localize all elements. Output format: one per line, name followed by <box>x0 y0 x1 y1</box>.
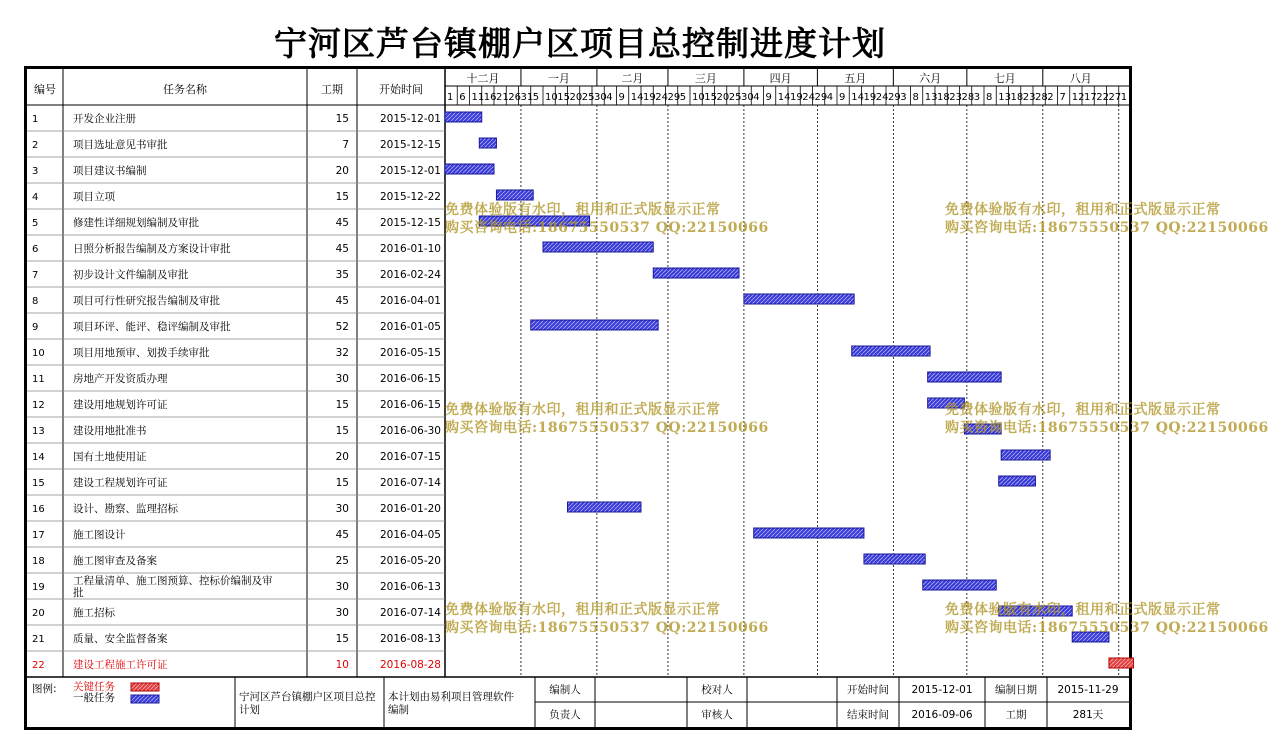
task-duration: 35 <box>335 269 349 281</box>
task-duration: 30 <box>335 503 349 515</box>
end-label: 结束时间 <box>847 709 889 721</box>
task-bar <box>445 112 482 122</box>
task-start: 2016-05-20 <box>379 555 441 567</box>
day-label: 29 <box>814 92 828 103</box>
task-start: 2016-04-01 <box>379 295 441 307</box>
day-label: 25 <box>728 92 742 103</box>
task-start: 2016-05-15 <box>379 347 441 359</box>
task-duration: 32 <box>335 347 349 359</box>
task-bar <box>531 320 658 330</box>
day-label: 31 <box>520 92 534 103</box>
task-id: 14 <box>32 452 45 463</box>
month-label: 七月 <box>993 72 1016 85</box>
task-id: 7 <box>32 270 39 281</box>
day-label: 19 <box>643 92 656 103</box>
task-bar <box>445 164 494 174</box>
task-duration: 15 <box>335 191 349 203</box>
task-name: 工程量清单、施工图预算、控标价编制及审批 <box>73 575 273 599</box>
day-label: 30 <box>741 92 754 103</box>
month-label: 一月 <box>547 72 570 85</box>
task-name: 项目用地预审、划拨手续审批 <box>73 347 210 359</box>
task-start: 2016-04-05 <box>379 529 441 541</box>
task-bar <box>754 528 864 538</box>
day-label: 6 <box>459 92 466 103</box>
day-label: 23 <box>949 92 962 103</box>
task-bar <box>923 580 997 590</box>
task-start: 2016-01-20 <box>379 503 441 515</box>
task-id: 16 <box>32 504 45 515</box>
legend-normal-text: 一般任务 <box>73 692 115 704</box>
task-bar <box>964 424 1001 434</box>
day-label: 5 <box>532 92 540 103</box>
task-id: 17 <box>32 530 45 541</box>
day-label: 28 <box>961 92 975 103</box>
task-id: 12 <box>32 400 45 411</box>
task-start: 2016-02-24 <box>379 269 441 281</box>
task-duration: 45 <box>335 529 349 541</box>
month-label: 三月 <box>694 72 717 85</box>
gantt-chart <box>27 69 1269 727</box>
day-label: 9 <box>618 92 625 103</box>
day-label: 5 <box>679 92 687 103</box>
task-bar <box>1072 632 1109 642</box>
month-label: 十二月 <box>466 72 500 85</box>
duration-label: 工期 <box>1005 709 1027 721</box>
task-start: 2016-06-15 <box>379 373 441 385</box>
task-bar <box>1001 450 1050 460</box>
watermark-line1: 免费体验版有水印，租用和正式版显示正常 <box>445 602 721 618</box>
end-value: 2016-09-06 <box>911 709 973 721</box>
task-start: 2016-01-10 <box>379 243 441 255</box>
legend-critical-text: 关键任务 <box>73 681 115 693</box>
task-duration: 15 <box>335 113 349 125</box>
task-duration: 20 <box>335 451 349 463</box>
compile-date-label: 编制日期 <box>995 684 1037 696</box>
month-label: 八月 <box>1069 72 1092 85</box>
task-start: 2016-06-13 <box>379 581 441 593</box>
day-label: 21 <box>496 92 509 103</box>
task-duration: 20 <box>335 165 349 177</box>
task-duration: 15 <box>335 399 349 411</box>
watermark-line1: 免费体验版有水印，租用和正式版显示正常 <box>945 602 1221 618</box>
task-name: 施工招标 <box>73 607 115 619</box>
task-duration: 30 <box>335 373 349 385</box>
header-name: 任务名称 <box>163 83 207 96</box>
task-start: 2016-08-28 <box>379 659 441 671</box>
task-bar <box>543 242 653 252</box>
duration-value: 281天 <box>1072 709 1104 721</box>
task-name: 初步设计文件编制及审批 <box>73 269 189 281</box>
day-label: 10 <box>692 92 705 103</box>
task-name: 质量、安全监督备案 <box>73 633 168 645</box>
day-label: 15 <box>557 92 570 103</box>
task-duration: 30 <box>335 581 349 593</box>
month-label: 二月 <box>621 72 644 85</box>
task-id: 13 <box>32 426 45 437</box>
task-duration: 15 <box>335 425 349 437</box>
task-start: 2016-07-14 <box>379 477 441 489</box>
task-id: 6 <box>32 244 39 255</box>
task-start: 2016-07-15 <box>379 451 441 463</box>
task-name: 建设工程规划许可证 <box>73 477 168 489</box>
day-label: 22 <box>1096 92 1109 103</box>
page-title: 宁河区芦台镇棚户区项目总控制进度计划 <box>274 24 886 63</box>
project-name: 宁河区芦台镇棚户区项目总控计划 <box>239 691 376 716</box>
day-label: 7 <box>1059 92 1066 103</box>
task-bar <box>479 138 496 148</box>
task-name: 日照分析报告编制及方案设计审批 <box>73 243 231 255</box>
task-id: 4 <box>32 192 39 203</box>
legend-label: 图例: <box>32 683 57 695</box>
task-duration: 45 <box>335 243 349 255</box>
legend-normal-swatch <box>131 695 159 703</box>
task-name: 房地产开发资质办理 <box>73 373 168 385</box>
day-label: 20 <box>569 92 583 103</box>
task-duration: 15 <box>335 477 349 489</box>
watermark-line2: 购买咨询电话:18675550537 QQ:22150066 <box>445 420 769 436</box>
task-duration: 25 <box>335 555 349 567</box>
day-label: 4 <box>606 92 613 103</box>
day-label: 8 <box>912 92 919 103</box>
watermark-line1: 免费体验版有水印，租用和正式版显示正常 <box>445 402 721 418</box>
task-bar <box>653 268 739 278</box>
header-no: 编号 <box>34 83 56 96</box>
task-name: 项目建议书编制 <box>73 165 147 177</box>
day-label: 16 <box>483 92 497 103</box>
task-duration: 45 <box>335 295 349 307</box>
task-start: 2016-08-13 <box>379 633 441 645</box>
task-id: 8 <box>32 296 39 307</box>
task-id: 5 <box>32 218 39 229</box>
day-label: 9 <box>839 92 846 103</box>
task-name: 项目选址意见书审批 <box>73 139 168 151</box>
day-label: 20 <box>716 92 730 103</box>
day-label: 3 <box>973 92 981 103</box>
day-label: 11 <box>471 92 485 103</box>
task-name: 修建性详细规划编制及审批 <box>73 217 199 229</box>
start-value: 2015-12-01 <box>911 684 973 696</box>
task-id: 22 <box>32 660 45 671</box>
task-id: 11 <box>32 374 45 385</box>
task-duration: 15 <box>335 633 349 645</box>
task-duration: 30 <box>335 607 349 619</box>
day-label: 2 <box>1047 92 1054 103</box>
task-id: 1 <box>32 114 39 125</box>
day-label: 17 <box>1084 92 1097 103</box>
critical-task-bar <box>1109 658 1134 668</box>
task-name: 建设用地规划许可证 <box>73 399 168 411</box>
task-id: 3 <box>32 166 39 177</box>
task-duration: 10 <box>335 659 349 671</box>
day-label: 3 <box>900 92 907 103</box>
day-label: 29 <box>667 92 681 103</box>
task-name: 施工图设计 <box>73 529 126 541</box>
watermark-line2: 购买咨询电话:18675550537 QQ:22150066 <box>445 620 769 636</box>
task-id: 10 <box>32 348 45 359</box>
task-id: 9 <box>32 322 39 333</box>
reviewer-label: 审核人 <box>701 709 733 721</box>
task-duration: 7 <box>342 139 349 151</box>
day-label: 13 <box>998 92 1011 103</box>
task-name: 国有土地使用证 <box>73 451 147 463</box>
task-name: 开发企业注册 <box>73 113 136 125</box>
day-label: 12 <box>1071 92 1085 103</box>
task-start: 2016-07-14 <box>379 607 441 619</box>
task-bar <box>864 554 925 564</box>
day-label: 27 <box>1108 92 1122 103</box>
task-name: 建设用地批准书 <box>73 425 147 437</box>
day-label: 13 <box>924 92 938 103</box>
task-id: 21 <box>32 634 45 645</box>
task-bar <box>999 476 1036 486</box>
day-label: 19 <box>790 92 803 103</box>
day-label: 30 <box>594 92 607 103</box>
task-id: 18 <box>32 556 45 567</box>
responsible-label: 负责人 <box>549 709 581 721</box>
watermark-line2: 购买咨询电话:18675550537 QQ:22150066 <box>945 220 1269 236</box>
task-name: 设计、勘察、监理招标 <box>73 503 178 515</box>
watermark-line1: 免费体验版有水印，租用和正式版显示正常 <box>945 402 1221 418</box>
day-label: 1 <box>1120 92 1128 103</box>
task-start: 2015-12-15 <box>379 139 441 151</box>
checker-label: 校对人 <box>701 684 733 696</box>
watermark-line2: 购买咨询电话:18675550537 QQ:22150066 <box>945 420 1269 436</box>
watermark-line2: 购买咨询电话:18675550537 QQ:22150066 <box>445 220 769 236</box>
compiler-label: 编制人 <box>549 684 581 696</box>
day-label: 15 <box>704 92 717 103</box>
day-label: 4 <box>753 92 760 103</box>
task-bar <box>496 190 533 200</box>
day-label: 26 <box>508 92 521 103</box>
task-id: 15 <box>32 478 45 489</box>
task-bar <box>852 346 930 356</box>
task-bar <box>568 502 642 512</box>
watermark-line1: 免费体验版有水印，租用和正式版显示正常 <box>945 202 1221 218</box>
task-id: 20 <box>32 608 45 619</box>
month-label: 五月 <box>844 72 867 85</box>
day-label: 18 <box>1010 92 1024 103</box>
task-duration: 52 <box>335 321 349 333</box>
task-start: 2015-12-01 <box>379 113 441 125</box>
task-duration: 45 <box>335 217 349 229</box>
task-name: 施工图审查及备案 <box>73 555 157 567</box>
day-label: 10 <box>545 92 558 103</box>
task-bar <box>928 398 965 408</box>
compile-date-value: 2015-11-29 <box>1057 684 1119 696</box>
watermark-line2: 购买咨询电话:18675550537 QQ:22150066 <box>945 620 1269 636</box>
task-id: 2 <box>32 140 39 151</box>
gantt-frame <box>24 66 1269 730</box>
day-label: 29 <box>888 92 901 103</box>
task-start: 2016-01-05 <box>379 321 441 333</box>
day-label: 18 <box>937 92 950 103</box>
day-label: 23 <box>1022 92 1036 103</box>
month-label: 六月 <box>919 72 942 85</box>
task-name: 项目立项 <box>73 191 115 203</box>
watermark-line1: 免费体验版有水印，租用和正式版显示正常 <box>445 202 721 218</box>
task-start: 2015-12-15 <box>379 217 441 229</box>
task-start: 2015-12-01 <box>379 165 441 177</box>
header-start: 开始时间 <box>379 83 423 96</box>
task-name: 建设工程施工许可证 <box>73 659 168 671</box>
month-label: 四月 <box>769 72 792 85</box>
day-label: 24 <box>655 92 668 103</box>
day-label: 14 <box>851 92 864 103</box>
day-label: 14 <box>630 92 644 103</box>
task-bar <box>928 372 1002 382</box>
task-name: 项目环评、能评、稳评编制及审批 <box>73 321 231 333</box>
legend-critical-swatch <box>131 683 159 691</box>
day-label: 24 <box>802 92 815 103</box>
day-label: 4 <box>826 92 834 103</box>
day-label: 24 <box>875 92 889 103</box>
software-note: 本计划由易利项目管理软件编制 <box>388 691 514 716</box>
day-label: 19 <box>863 92 877 103</box>
day-label: 25 <box>581 92 595 103</box>
header-duration: 工期 <box>321 83 343 96</box>
task-start: 2015-12-22 <box>379 191 441 203</box>
day-label: 8 <box>986 92 993 103</box>
task-bar <box>999 606 1072 616</box>
task-bar <box>479 216 589 226</box>
day-label: 1 <box>447 92 454 103</box>
task-name: 项目可行性研究报告编制及审批 <box>73 295 220 307</box>
task-id: 19 <box>32 582 45 593</box>
task-bar <box>744 294 854 304</box>
task-start: 2016-06-15 <box>379 399 441 411</box>
day-label: 9 <box>765 92 772 103</box>
day-label: 28 <box>1035 92 1048 103</box>
task-start: 2016-06-30 <box>379 425 441 437</box>
day-label: 14 <box>777 92 791 103</box>
start-label: 开始时间 <box>847 684 889 696</box>
